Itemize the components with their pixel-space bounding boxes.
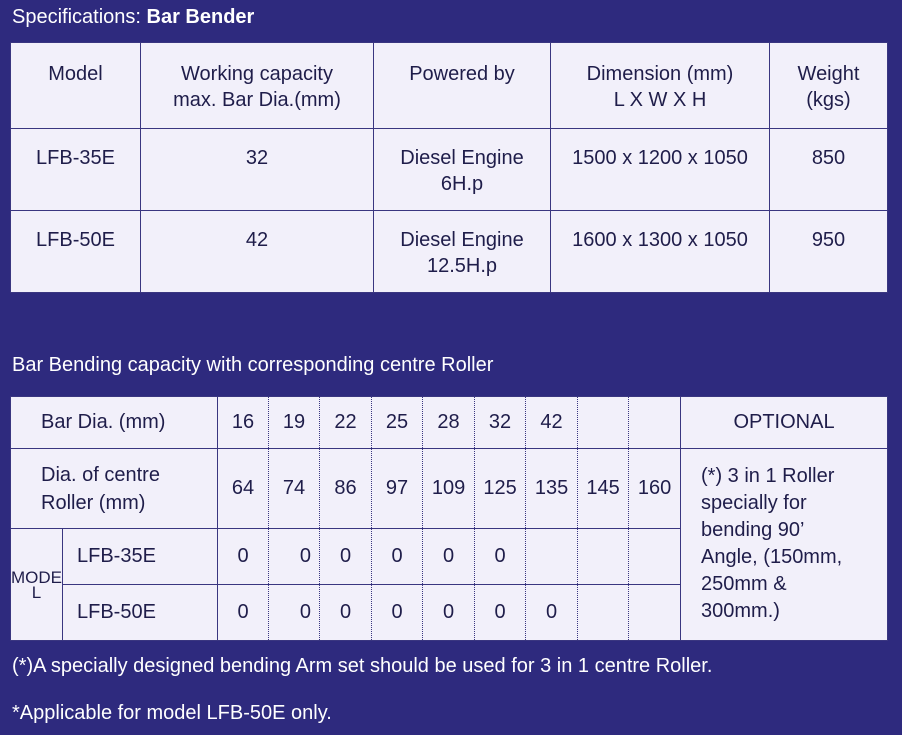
- model-value: [578, 529, 629, 585]
- roller-dia-value: 74: [269, 449, 320, 529]
- model-value: 0: [475, 529, 526, 585]
- optional-note: (*) 3 in 1 Roller specially for bending 90’ Angle, (150mm, 250mm & 300mm.): [681, 449, 888, 641]
- bar-dia-value: 42: [526, 397, 578, 449]
- model-value: 0: [269, 585, 320, 641]
- header-weight: Weight (kgs): [770, 43, 888, 129]
- roller-dia-row: [11, 449, 888, 529]
- model-value: [629, 529, 681, 585]
- header-powered: Powered by: [374, 43, 551, 129]
- bar-dia-label: Bar Dia. (mm): [11, 397, 218, 449]
- header-capacity: Working capacity max. Bar Dia.(mm): [141, 43, 374, 129]
- roller-dia-value: 86: [320, 449, 372, 529]
- model-value: [526, 529, 578, 585]
- section-title: Bar Bending capacity with corresponding centre Roller: [12, 354, 494, 376]
- roller-dia-value: 109: [423, 449, 475, 529]
- model-value: 0: [372, 529, 423, 585]
- model-value: 0: [372, 585, 423, 641]
- model-value: [578, 585, 629, 641]
- cell-dimension: 1500 x 1200 x 1050: [551, 129, 770, 211]
- title-product: Bar Bender: [146, 6, 255, 28]
- roller-dia-value: 64: [218, 449, 269, 529]
- roller-dia-value: 145: [578, 449, 629, 529]
- model-value: 0: [526, 585, 578, 641]
- cell-weight: 950: [770, 211, 888, 293]
- header-dimension: Dimension (mm) L X W X H: [551, 43, 770, 129]
- roller-dia-value: 97: [372, 449, 423, 529]
- table-row: [11, 129, 888, 211]
- model-value: 0: [320, 585, 372, 641]
- bar-dia-value: 28: [423, 397, 475, 449]
- model-value: 0: [320, 529, 372, 585]
- model-value: 0: [269, 529, 320, 585]
- footnote-applicable: *Applicable for model LFB-50E only.: [12, 702, 332, 724]
- spec-header-row: [11, 43, 888, 129]
- specifications-table: [10, 42, 888, 293]
- model-value: 0: [423, 585, 475, 641]
- cell-weight: 850: [770, 129, 888, 211]
- roller-dia-value: 125: [475, 449, 526, 529]
- bar-dia-value: 25: [372, 397, 423, 449]
- bar-dia-value: 32: [475, 397, 526, 449]
- header-model: Model: [11, 43, 141, 129]
- roller-dia-label: Dia. of centre Roller (mm): [11, 449, 218, 529]
- footnote-roller-arm: (*)A specially designed bending Arm set should be used for 3 in 1 centre Roller.: [12, 655, 713, 677]
- page-title: [12, 6, 254, 29]
- bending-capacity-table: [10, 396, 888, 641]
- model-value: 0: [218, 585, 269, 641]
- bar-dia-value: 16: [218, 397, 269, 449]
- table-row: [11, 211, 888, 293]
- model-name: LFB-35E: [63, 529, 218, 585]
- cell-powered: Diesel Engine 12.5H.p: [374, 211, 551, 293]
- model-value: 0: [423, 529, 475, 585]
- roller-dia-value: 135: [526, 449, 578, 529]
- model-value: [629, 585, 681, 641]
- bar-dia-value: 22: [320, 397, 372, 449]
- cell-powered: Diesel Engine 6H.p: [374, 129, 551, 211]
- bar-dia-value: [629, 397, 681, 449]
- cell-capacity: 32: [141, 129, 374, 211]
- bar-dia-row: [11, 397, 888, 449]
- model-name: LFB-50E: [63, 585, 218, 641]
- cell-model: LFB-50E: [11, 211, 141, 293]
- model-vertical-label: MODEL: [11, 529, 63, 641]
- bar-dia-value: [578, 397, 629, 449]
- model-value: 0: [218, 529, 269, 585]
- title-prefix: Specifications:: [12, 6, 147, 28]
- bar-dia-value: 19: [269, 397, 320, 449]
- optional-header: OPTIONAL: [681, 397, 888, 449]
- cell-capacity: 42: [141, 211, 374, 293]
- model-value: 0: [475, 585, 526, 641]
- cell-dimension: 1600 x 1300 x 1050: [551, 211, 770, 293]
- cell-model: LFB-35E: [11, 129, 141, 211]
- roller-dia-value: 160: [629, 449, 681, 529]
